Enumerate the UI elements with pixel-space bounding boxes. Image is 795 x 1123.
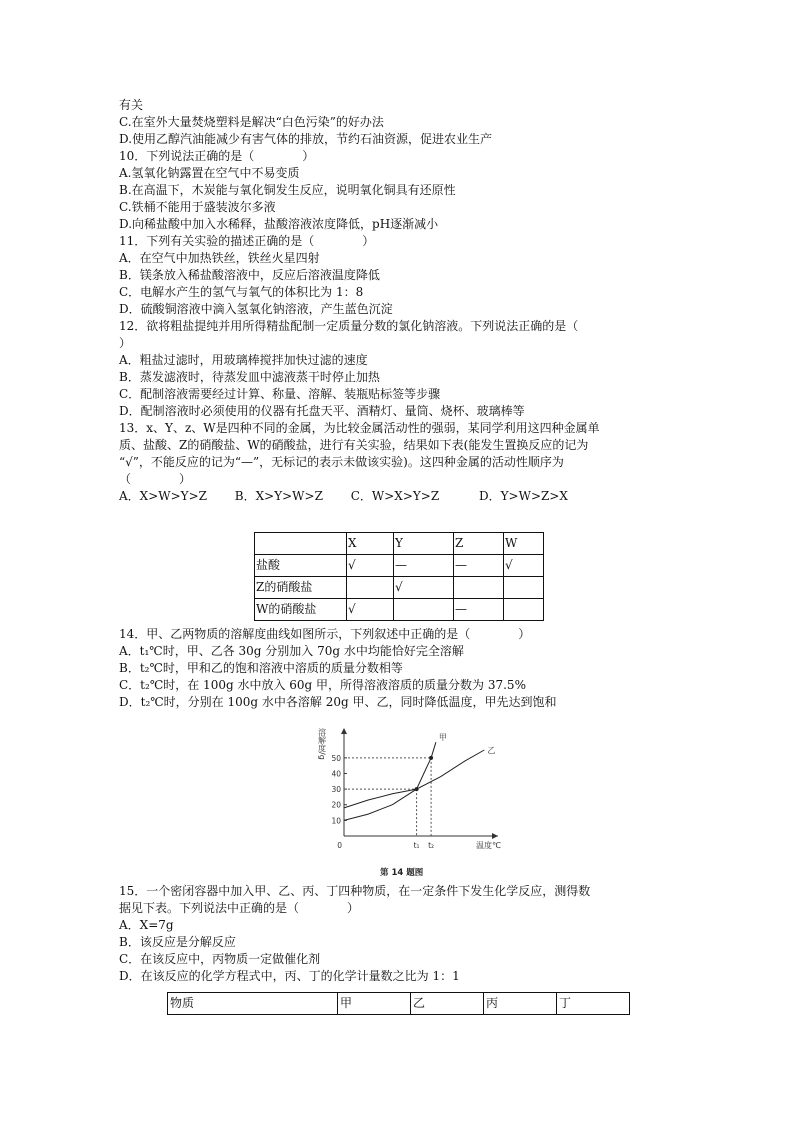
- table-cell: Y: [394, 533, 454, 555]
- table-cell: 乙: [411, 993, 484, 1015]
- intersection-point: [415, 787, 419, 791]
- text-line: B．t₂℃时，甲和乙的饱和溶液中溶质的质量分数相等: [119, 661, 403, 675]
- y-tick-label: 20: [331, 800, 341, 810]
- marked-point: [429, 756, 433, 760]
- text-line: D．硫酸铜溶液中滴入氢氧化钠溶液，产生蓝色沉淀: [119, 302, 393, 316]
- origin-label: 0: [337, 841, 342, 850]
- table-cell: [347, 577, 394, 599]
- table-cell: W的硝酸盐: [255, 599, 347, 621]
- text-line: 11．下列有关实验的描述正确的是（ ）: [119, 234, 375, 248]
- table-cell: 盐酸: [255, 555, 347, 577]
- text-line: A．在空气中加热铁丝，铁丝火星四射: [119, 251, 320, 265]
- table-cell: 丙: [484, 993, 557, 1015]
- table-cell: √: [347, 555, 394, 577]
- text-line: 据见下表。下列说法中正确的是（ ）: [119, 901, 360, 915]
- table-cell: [255, 533, 347, 555]
- table-cell: √: [347, 599, 394, 621]
- text-line: 质、盐酸、Z的硝酸盐、W的硝酸盐，进行有关实验，结果如下表(能发生置换反应的记为: [119, 438, 589, 452]
- q15-table: [167, 992, 630, 1015]
- series-line-甲: [344, 742, 436, 820]
- text-line: “√”，不能反应的记为“—”，无标记的表示未做该实验)。这四种金属的活动性顺序为: [119, 455, 564, 469]
- table-row: [255, 555, 544, 577]
- table-cell: 甲: [338, 993, 411, 1015]
- text-line: ）: [119, 336, 132, 350]
- x-tick-label: t₂: [428, 841, 435, 850]
- table-cell: 物质: [168, 993, 338, 1015]
- y-tick-label: 10: [331, 816, 341, 826]
- table-cell: [504, 577, 544, 599]
- table-row: [255, 533, 544, 555]
- y-tick-label: 50: [331, 753, 341, 763]
- series-label: 甲: [438, 733, 447, 743]
- table-cell: —: [454, 599, 504, 621]
- text-line: B.在高温下，木炭能与氧化铜发生反应，说明氧化铜具有还原性: [119, 183, 456, 197]
- text-line: 10．下列说法正确的是（ ）: [119, 149, 315, 163]
- table-row: [168, 993, 630, 1015]
- text-line: C．配制溶液需要经过计算、称量、溶解、装瓶贴标签等步骤: [119, 387, 441, 401]
- table-cell: X: [347, 533, 394, 555]
- table-cell: Z: [454, 533, 504, 555]
- text-line: C．t₂℃时，在 100g 水中放入 60g 甲，所得溶液溶质的质量分数为 37.5%: [119, 678, 526, 692]
- text-line: 有关: [119, 98, 144, 112]
- table-cell: [454, 577, 504, 599]
- table-cell: W: [504, 533, 544, 555]
- text-line: 14．甲、乙两物质的溶解度曲线如图所示，下列叙述中正确的是（ ）: [119, 627, 531, 641]
- table-row: [255, 599, 544, 621]
- q15-block: [119, 883, 679, 985]
- series-label: 乙: [487, 746, 496, 755]
- text-line: D．t₂℃时，分别在 100g 水中各溶解 20g 甲、乙，同时降低温度，甲先达到饱和: [119, 695, 557, 709]
- y-axis-label: 溶解度/g: [317, 728, 327, 760]
- exam-page: [119, 97, 679, 505]
- series-line-乙: [344, 750, 484, 808]
- table-row: [255, 577, 544, 599]
- table-cell: —: [394, 555, 454, 577]
- text-line: 13．x、Y、z、W是四种不同的金属，为比较金属活动性的强弱，某同学利用这四种金属单: [119, 421, 600, 435]
- text-line: B．镁条放入稀盐酸溶液中，反应后溶液温度降低: [119, 268, 380, 282]
- text-line: D．配制溶液时必须使用的仪器有托盘天平、酒精灯、量筒、烧杯、玻璃棒等: [119, 404, 525, 418]
- text-line: B．该反应是分解反应: [119, 935, 236, 949]
- text-line: 12．欲将粗盐提纯并用所得精盐配制一定质量分数的氯化钠溶液。下列说法正确的是（: [119, 319, 579, 333]
- q14-block: [119, 626, 679, 711]
- table-cell: √: [394, 577, 454, 599]
- table-cell: 丁: [557, 993, 630, 1015]
- text-line: A．X=7g: [119, 918, 174, 932]
- table-cell: Z的硝酸盐: [255, 577, 347, 599]
- text-line: A．粗盐过滤时，用玻璃棒搅拌加快过滤的速度: [119, 353, 368, 367]
- y-tick-label: 40: [331, 769, 341, 779]
- text-line: C.铁桶不能用于盛装波尔多液: [119, 200, 276, 214]
- y-axis-arrow: [341, 728, 347, 734]
- text-line: A．X>W>Y>Z B．X>Y>W>Z C．W>X>Y>Z D．Y>W>Z>X: [119, 489, 568, 503]
- x-tick-label: t₁: [413, 841, 420, 850]
- text-line: A.氢氧化钠露置在空气中不易变质: [119, 166, 300, 180]
- x-axis-label: 温度℃: [476, 841, 501, 850]
- text-line: 15．一个密闭容器中加入甲、乙、丙、丁四种物质，在一定条件下发生化学反应，测得数: [119, 884, 591, 898]
- solubility-chart: [317, 718, 501, 880]
- text-line: C.在室外大量焚烧塑料是解决“白色污染”的好办法: [119, 115, 384, 129]
- table-cell: —: [454, 555, 504, 577]
- q13-table: [254, 532, 544, 621]
- table-cell: [504, 599, 544, 621]
- table-cell: √: [504, 555, 544, 577]
- text-line: D.向稀盐酸中加入水稀释，盐酸溶液浓度降低，pH逐渐减小: [119, 217, 439, 231]
- table-cell: [394, 599, 454, 621]
- text-line: C．在该反应中，丙物质一定做催化剂: [119, 952, 321, 966]
- text-line: B．蒸发滤液时，待蒸发皿中滤液蒸干时停止加热: [119, 370, 380, 384]
- text-line: D.使用乙醇汽油能减少有害气体的排放，节约石油资源，促进农业生产: [119, 132, 493, 146]
- chart-title: 第 14 题图: [380, 868, 424, 878]
- y-tick-label: 30: [331, 785, 341, 795]
- text-line: A．t₁℃时，甲、乙各 30g 分别加入 70g 水中均能恰好完全溶解: [119, 644, 464, 658]
- x-axis-arrow: [492, 833, 498, 839]
- text-line: （ ）: [119, 472, 192, 486]
- text-line: D．在该反应的化学方程式中，丙、丁的化学计量数之比为 1：1: [119, 969, 460, 983]
- text-line: C．电解水产生的氢气与氧气的体积比为 1：8: [119, 285, 364, 299]
